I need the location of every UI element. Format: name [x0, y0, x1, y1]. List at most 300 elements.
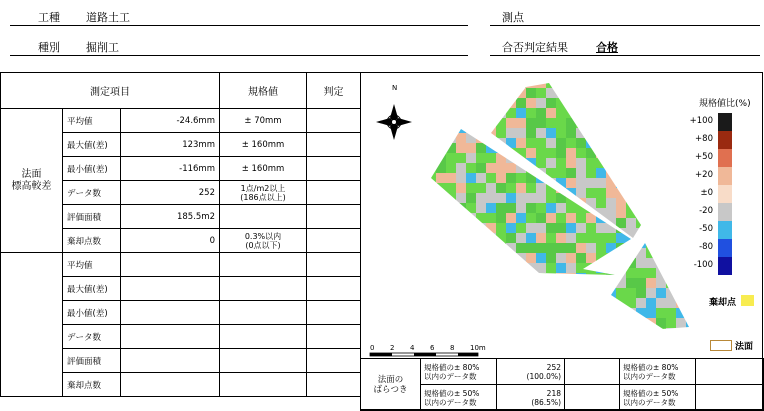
heatmap-cell	[616, 328, 626, 338]
heatmap-cell	[426, 223, 436, 233]
heatmap-cell	[456, 243, 466, 253]
heatmap-cell	[596, 208, 606, 218]
heatmap-cell	[496, 143, 506, 153]
heatmap-cell	[506, 98, 516, 108]
heatmap-cell	[536, 78, 546, 88]
heatmap-cell	[576, 148, 586, 158]
heatmap-cell	[506, 163, 516, 173]
heatmap-cell	[586, 223, 596, 233]
heatmap-cell	[446, 203, 456, 213]
heatmap-cell	[576, 188, 586, 198]
heatmap-cell	[486, 153, 496, 163]
row-label: データ数	[63, 181, 121, 205]
heatmap-cell	[516, 223, 526, 233]
heatmap-cell	[636, 78, 646, 88]
col-judge-header: 判定	[307, 73, 361, 109]
row-judge	[307, 181, 361, 205]
heatmap-cell	[516, 163, 526, 173]
heatmap-cell	[546, 213, 556, 223]
result-value: 合格	[596, 41, 618, 54]
heatmap-cell	[556, 158, 566, 168]
heatmap-cell	[606, 208, 616, 218]
heatmap-cell	[506, 118, 516, 128]
heatmap-cell	[436, 153, 446, 163]
heatmap-cell	[546, 253, 556, 263]
heatmap-cell	[666, 288, 676, 298]
heatmap-cell	[486, 238, 496, 248]
row-label: 棄却点数	[63, 229, 121, 253]
heatmap-cell	[516, 203, 526, 213]
heatmap-cell	[546, 138, 556, 148]
heatmap-cell	[436, 143, 446, 153]
heatmap-cell	[636, 198, 646, 208]
heatmap-cell	[486, 98, 496, 108]
heatmap-cell	[576, 253, 586, 263]
scale-tick-label: 10m	[470, 344, 486, 352]
heatmap-cell	[446, 153, 456, 163]
heatmap-cell	[586, 168, 596, 178]
heatmap-cell	[426, 253, 436, 263]
scale-tick-label: 6	[430, 344, 435, 352]
heatmap-cell	[666, 278, 676, 288]
heatmap-cell	[626, 128, 636, 138]
heatmap-cell	[626, 163, 636, 173]
heatmap-cell	[606, 153, 616, 163]
heatmap-cell	[526, 193, 536, 203]
heatmap-cell	[566, 178, 576, 188]
heatmap-cell	[486, 118, 496, 128]
heatmap-cell	[446, 213, 456, 223]
heatmap-cell	[516, 138, 526, 148]
heatmap-cell	[556, 98, 566, 108]
heatmap-cell	[516, 243, 526, 253]
heatmap-cell	[516, 193, 526, 203]
heatmap-cell	[536, 203, 546, 213]
legend-label: -20	[699, 206, 713, 216]
heatmap-cell	[616, 78, 626, 88]
heatmap-cell	[556, 78, 566, 88]
heatmap-cell	[616, 288, 626, 298]
heatmap-cell	[476, 173, 486, 183]
stats-label-50: 規格値の± 50% 以内のデータ数	[421, 385, 497, 411]
stats-label-80: 規格値の± 80% 以内のデータ数	[421, 359, 497, 385]
row-label: 棄却点数	[63, 373, 121, 397]
heatmap-cell	[586, 273, 596, 283]
row-spec	[220, 373, 307, 397]
heatmap-cell	[556, 168, 566, 178]
heatmap-cell	[556, 128, 566, 138]
heatmap-cell	[486, 253, 496, 263]
heatmap-cell	[456, 123, 466, 133]
heatmap-cell	[496, 183, 506, 193]
legend-label: +20	[695, 170, 713, 180]
heatmap-cell	[606, 158, 616, 168]
heatmap-cell	[516, 108, 526, 118]
heatmap-cell	[446, 243, 456, 253]
heatmap-cell	[456, 263, 466, 273]
row-spec: ± 160mm	[220, 157, 307, 181]
heatmap-cell	[436, 163, 446, 173]
legend-swatch	[718, 257, 732, 275]
row-label: データ数	[63, 325, 121, 349]
heatmap-cell	[576, 98, 586, 108]
heatmap-cell	[486, 78, 496, 88]
heatmap-cell	[576, 243, 586, 253]
heatmap-cell	[586, 158, 596, 168]
heatmap-cell	[626, 298, 636, 308]
heatmap-cell	[616, 278, 626, 288]
heatmap-cell	[626, 138, 636, 148]
heatmap-cell	[466, 193, 476, 203]
heatmap-cell	[496, 153, 506, 163]
heatmap-cell	[616, 128, 626, 138]
heatmap-cell	[436, 273, 446, 283]
heatmap-cell	[616, 148, 626, 158]
heatmap-cell	[536, 223, 546, 233]
heatmap-cell	[586, 178, 596, 188]
heatmap-cell	[636, 328, 646, 338]
heatmap-cell	[586, 198, 596, 208]
heatmap-cell	[596, 233, 606, 243]
heatmap-cell	[596, 108, 606, 118]
row-value	[121, 349, 220, 373]
scale-tick-label: 2	[390, 344, 395, 352]
heatmap-cell	[496, 263, 506, 273]
heatmap-cell	[586, 233, 596, 243]
row-judge	[307, 277, 361, 301]
heatmap-cell	[616, 188, 626, 198]
heatmap-cell	[636, 178, 646, 188]
heatmap-cell	[596, 168, 606, 178]
heatmap-cell	[426, 143, 436, 153]
heatmap-cell	[566, 273, 576, 283]
heatmap-cell	[586, 253, 596, 263]
heatmap-cell	[466, 263, 476, 273]
heatmap-cell	[626, 158, 636, 168]
scale-tick-label: 4	[410, 344, 415, 352]
row-label: 平均値	[63, 109, 121, 133]
heatmap-cell	[536, 273, 546, 283]
row-judge	[307, 253, 361, 277]
heatmap-cell	[626, 123, 636, 133]
heatmap-cell	[596, 148, 606, 158]
heatmap-cell	[426, 163, 436, 173]
heatmap-cell	[606, 268, 616, 278]
heatmap-cell	[646, 308, 656, 318]
heatmap-cell	[596, 178, 606, 188]
heatmap-cell	[606, 308, 616, 318]
heatmap-cell	[536, 183, 546, 193]
heatmap-cell	[636, 318, 646, 328]
heatmap-cell	[496, 118, 506, 128]
heatmap-cell	[436, 253, 446, 263]
heatmap-cell	[546, 78, 556, 88]
heatmap-cell	[626, 198, 636, 208]
heatmap-cell	[516, 233, 526, 243]
heatmap-cell	[536, 243, 546, 253]
heatmap-cell	[466, 243, 476, 253]
row-spec	[220, 325, 307, 349]
heatmap-cell	[576, 118, 586, 128]
heatmap-cell	[436, 223, 446, 233]
heatmap-cell	[596, 223, 606, 233]
heatmap-cell	[476, 243, 486, 253]
row-judge	[307, 109, 361, 133]
heatmap-cell	[506, 213, 516, 223]
heatmap-cell	[626, 228, 636, 238]
heatmap-cell	[606, 253, 616, 263]
stats-value-50: 218 (86.5%)	[497, 385, 565, 411]
heatmap-cell	[646, 328, 656, 338]
heatmap-cell	[616, 208, 626, 218]
heatmap-cell	[566, 158, 576, 168]
heatmap-cell	[626, 258, 636, 268]
heatmap-cell	[656, 258, 666, 268]
heatmap-cell	[596, 88, 606, 98]
heatmap-cell	[516, 98, 526, 108]
heatmap-cell	[526, 148, 536, 158]
heatmap-cell	[506, 88, 516, 98]
heatmap-cell	[466, 183, 476, 193]
heatmap-cell	[536, 193, 546, 203]
heatmap-cell	[606, 258, 616, 268]
heatmap-cell	[486, 143, 496, 153]
row-spec	[220, 301, 307, 325]
heatmap-cell	[456, 153, 466, 163]
legend-label: +50	[695, 152, 713, 162]
heatmap-cell	[626, 178, 636, 188]
heatmap-cell	[496, 108, 506, 118]
heatmap-cell	[566, 213, 576, 223]
heatmap-cell	[556, 263, 566, 273]
heatmap-cell	[436, 133, 446, 143]
row-value: -24.6mm	[121, 109, 220, 133]
heatmap-cell	[636, 158, 646, 168]
slope-legend-label: 法面	[735, 342, 754, 352]
heatmap-cell	[496, 203, 506, 213]
heatmap-cell	[566, 203, 576, 213]
heatmap-cell	[456, 213, 466, 223]
heatmap-cell	[536, 213, 546, 223]
heatmap-cell	[606, 118, 616, 128]
row-value	[121, 373, 220, 397]
heatmap-cell	[606, 223, 616, 233]
heatmap-cell	[476, 213, 486, 223]
row-spec: ± 70mm	[220, 109, 307, 133]
heatmap-cell	[436, 213, 446, 223]
heatmap-cell	[636, 308, 646, 318]
heatmap-cell	[556, 233, 566, 243]
heatmap-cell	[476, 273, 486, 283]
heatmap-cell	[556, 88, 566, 98]
heatmap-cell	[426, 153, 436, 163]
heatmap-cell	[496, 138, 506, 148]
heatmap-cell	[616, 168, 626, 178]
heatmap-cell	[626, 118, 636, 128]
heatmap-cell	[526, 78, 536, 88]
heatmap-cell	[686, 298, 696, 308]
heatmap-cell	[636, 208, 646, 218]
heatmap-cell	[526, 98, 536, 108]
heatmap-cell	[546, 183, 556, 193]
heatmap-cell	[596, 188, 606, 198]
heatmap-cell	[446, 133, 456, 143]
heatmap-cell	[546, 168, 556, 178]
heatmap-cell	[486, 243, 496, 253]
heatmap-cell	[676, 288, 686, 298]
heatmap-cell	[486, 273, 496, 283]
heatmap-cell	[576, 178, 586, 188]
heatmap-cell	[466, 133, 476, 143]
heatmap-cell	[546, 273, 556, 283]
row-value: 123mm	[121, 133, 220, 157]
heatmap-cell	[616, 118, 626, 128]
heatmap-cell	[616, 243, 626, 253]
heatmap-cell	[626, 193, 636, 203]
legend-label: +80	[695, 134, 713, 144]
heatmap-cell	[526, 158, 536, 168]
heatmap-cell	[626, 288, 636, 298]
heatmap-cell	[466, 223, 476, 233]
heatmap-cell	[426, 273, 436, 283]
stats-label-50-b: 規格値の± 50% 以内のデータ数	[620, 385, 696, 411]
scale-ticks	[370, 344, 486, 352]
heatmap-cell	[486, 173, 496, 183]
heatmap-cell	[626, 153, 636, 163]
heatmap-cell	[596, 243, 606, 253]
heatmap-cell	[506, 253, 516, 263]
row-label: 最大値(差)	[63, 133, 121, 157]
scale-tick-label: 0	[370, 344, 375, 352]
heatmap-cell	[446, 233, 456, 243]
heatmap-cell	[586, 138, 596, 148]
heatmap-cell	[616, 268, 626, 278]
heatmap-cell	[516, 118, 526, 128]
heatmap-cell	[556, 273, 566, 283]
heatmap-cell	[606, 198, 616, 208]
heatmap-cell	[546, 148, 556, 158]
heatmap-cell	[526, 118, 536, 128]
heatmap-cell	[426, 193, 436, 203]
heatmap-cell	[676, 308, 686, 318]
heatmap-cell	[526, 263, 536, 273]
heatmap-cell	[526, 253, 536, 263]
legend-label: -50	[699, 224, 713, 234]
heatmap-cell	[456, 133, 466, 143]
heatmap-cell	[506, 203, 516, 213]
heatmap-cell	[626, 308, 636, 318]
heatmap-cell	[676, 318, 686, 328]
heatmap-cell	[626, 88, 636, 98]
heatmap-cell	[436, 263, 446, 273]
heatmap-cell	[426, 233, 436, 243]
heatmap-cell	[596, 128, 606, 138]
heatmap-cell	[536, 158, 546, 168]
row-judge	[307, 325, 361, 349]
heatmap-cell	[526, 138, 536, 148]
heatmap-cell	[606, 168, 616, 178]
heatmap-cell	[626, 328, 636, 338]
stats-value-50-b	[696, 385, 764, 411]
heatmap-cell	[476, 193, 486, 203]
header-rule-4	[490, 55, 760, 56]
heatmap-cell	[636, 278, 646, 288]
heatmap-cell	[626, 318, 636, 328]
heatmap-cell	[496, 88, 506, 98]
stats-value-80-b	[696, 359, 764, 385]
heatmap-cell	[626, 278, 636, 288]
heatmap-cell	[646, 238, 656, 248]
slope-area-3	[606, 238, 696, 338]
heatmap-cell	[626, 133, 636, 143]
heatmap-cell	[526, 243, 536, 253]
heatmap-cell	[496, 243, 506, 253]
heatmap-cell	[586, 188, 596, 198]
heatmap-cell	[596, 253, 606, 263]
heatmap-cell	[656, 298, 666, 308]
heatmap-cell	[436, 183, 446, 193]
stats-value-80: 252 (100.0%)	[497, 359, 565, 385]
row-spec: 0.3%以内 (0点以下)	[220, 229, 307, 253]
heatmap-cell	[516, 263, 526, 273]
heatmap-cell	[586, 123, 596, 133]
heatmap-cell	[586, 243, 596, 253]
heatmap-cell	[536, 168, 546, 178]
legend-swatch	[718, 167, 732, 185]
row-value: -116mm	[121, 157, 220, 181]
heatmap-cell	[636, 238, 646, 248]
stats-table	[360, 358, 764, 411]
heatmap-cell	[496, 128, 506, 138]
heatmap-cell	[586, 98, 596, 108]
heatmap-cell	[506, 173, 516, 183]
heatmap-cell	[506, 223, 516, 233]
heatmap-cell	[506, 273, 516, 283]
heatmap-cell	[666, 318, 676, 328]
col-item-header: 測定項目	[1, 73, 220, 109]
heatmap-cell	[486, 233, 496, 243]
heatmap-cell	[476, 163, 486, 173]
row-value	[121, 277, 220, 301]
heatmap-cell	[546, 88, 556, 98]
heatmap-cell	[446, 173, 456, 183]
heatmap-cell	[576, 88, 586, 98]
heatmap-cell	[566, 118, 576, 128]
heatmap-cell	[636, 88, 646, 98]
heatmap-cell	[606, 163, 616, 173]
heatmap-cell	[546, 243, 556, 253]
heatmap-cell	[566, 188, 576, 198]
heatmap-cell	[656, 328, 666, 338]
heatmap-cell	[526, 108, 536, 118]
heatmap-cell	[606, 98, 616, 108]
heatmap-cell	[526, 233, 536, 243]
heatmap-cell	[606, 243, 616, 253]
heatmap-cell	[596, 118, 606, 128]
heatmap-cell	[456, 143, 466, 153]
legend-label: ±0	[700, 188, 713, 198]
heatmap-cell	[536, 173, 546, 183]
heatmap-cell	[426, 203, 436, 213]
heatmap-cell	[556, 178, 566, 188]
legend-swatch	[718, 131, 732, 149]
heatmap-cell	[636, 268, 646, 278]
legend-swatch	[718, 221, 732, 239]
reject-label: 棄却点	[709, 298, 737, 308]
heatmap-cell	[476, 153, 486, 163]
heatmap-cell	[496, 233, 506, 243]
heatmap-cell	[596, 273, 606, 283]
